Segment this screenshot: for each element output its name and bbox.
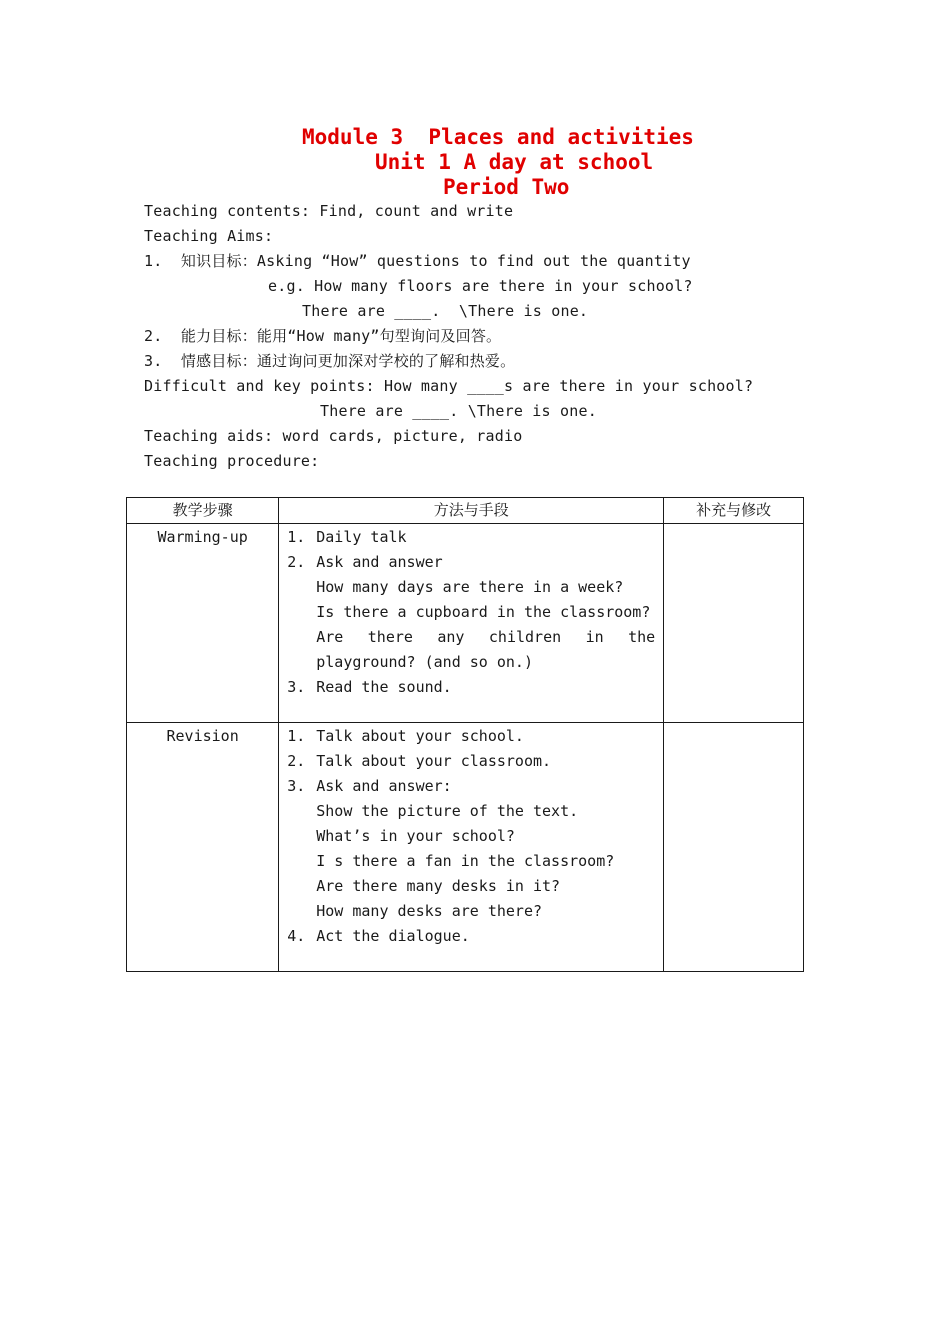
list-item-text: Talk about your classroom.	[316, 752, 552, 770]
key-points-answer: There are ____. \There is one.	[320, 402, 597, 420]
list-item	[287, 774, 655, 799]
list-item-number: 2.	[287, 553, 306, 571]
table-header-row	[127, 498, 804, 524]
step-cell	[127, 524, 279, 723]
list-item	[287, 550, 655, 575]
key-points: Difficult and key points: How many ____s are there in your school?	[144, 377, 754, 395]
list-item-text: Daily talk	[316, 528, 407, 546]
methods-cell	[279, 524, 664, 723]
list-subitem	[287, 625, 655, 650]
list-item-number: 1.	[287, 727, 306, 745]
list-subitem: I s there a fan in the classroom?	[316, 852, 615, 870]
list-item-number: 2.	[287, 752, 306, 770]
list-subitem: playground? (and so on.)	[316, 653, 533, 671]
word: in	[585, 628, 604, 646]
title-unit: Unit 1 A day at school	[375, 150, 654, 174]
list-item-number: 4.	[287, 927, 306, 945]
step-label: Warming-up	[157, 528, 248, 546]
list-item-text: Act the dialogue.	[316, 927, 470, 945]
procedure-table	[126, 497, 804, 972]
list-item-text: Talk about your school.	[316, 727, 524, 745]
list-item-text: Ask and answer:	[316, 777, 452, 795]
table-row	[127, 524, 804, 723]
aim-emotion: 3. 情感目标：通过询问更加深对学校的了解和热爱。	[144, 352, 516, 370]
notes-cell	[664, 524, 804, 723]
teaching-procedure-heading: Teaching procedure:	[144, 452, 320, 470]
header-steps: 教学步骤	[127, 498, 279, 524]
list-subitem: Is there a cupboard in the classroom?	[316, 603, 651, 621]
aim-ability: 2. 能力目标：能用“How many”句型询问及回答。	[144, 327, 502, 345]
table-row	[127, 723, 804, 972]
title-period: Period Two	[443, 175, 570, 199]
aim-example-answer: There are ____. \There is one.	[302, 302, 589, 320]
list-item-number: 3.	[287, 777, 306, 795]
list-item-text: Read the sound.	[316, 678, 452, 696]
word: any	[437, 628, 465, 646]
list-item-number: 3.	[287, 678, 306, 696]
aim-example-question: e.g. How many floors are there in your school?	[268, 277, 693, 295]
word: the	[628, 628, 656, 646]
list-subitem: Show the picture of the text.	[316, 802, 579, 820]
list-item	[287, 749, 655, 774]
list-subitem: What’s in your school?	[316, 827, 515, 845]
word: children	[488, 628, 562, 646]
list-item	[287, 675, 655, 700]
list-item	[287, 525, 655, 550]
methods-cell	[279, 723, 664, 972]
list-item-number: 1.	[287, 528, 306, 546]
list-subitem: How many desks are there?	[316, 902, 543, 920]
list-subitem: Are there many desks in it?	[316, 877, 561, 895]
step-label: Revision	[166, 727, 239, 745]
list-item	[287, 724, 655, 749]
header-notes: 补充与修改	[664, 498, 804, 524]
teaching-aims-heading: Teaching Aims:	[144, 227, 274, 245]
header-methods: 方法与手段	[279, 498, 664, 524]
list-item-text: Ask and answer	[316, 553, 443, 571]
list-subitem: How many days are there in a week?	[316, 578, 624, 596]
aim-knowledge: 1. 知识目标：Asking “How” questions to find out the quantity	[144, 252, 691, 270]
notes-cell	[664, 723, 804, 972]
step-cell	[127, 723, 279, 972]
title-module: Module 3 Places and activities	[302, 125, 694, 149]
word: Are	[316, 628, 344, 646]
list-item	[287, 924, 655, 949]
teaching-aids: Teaching aids: word cards, picture, radio	[144, 427, 523, 445]
teaching-contents: Teaching contents: Find, count and write	[144, 202, 514, 220]
word: there	[367, 628, 413, 646]
